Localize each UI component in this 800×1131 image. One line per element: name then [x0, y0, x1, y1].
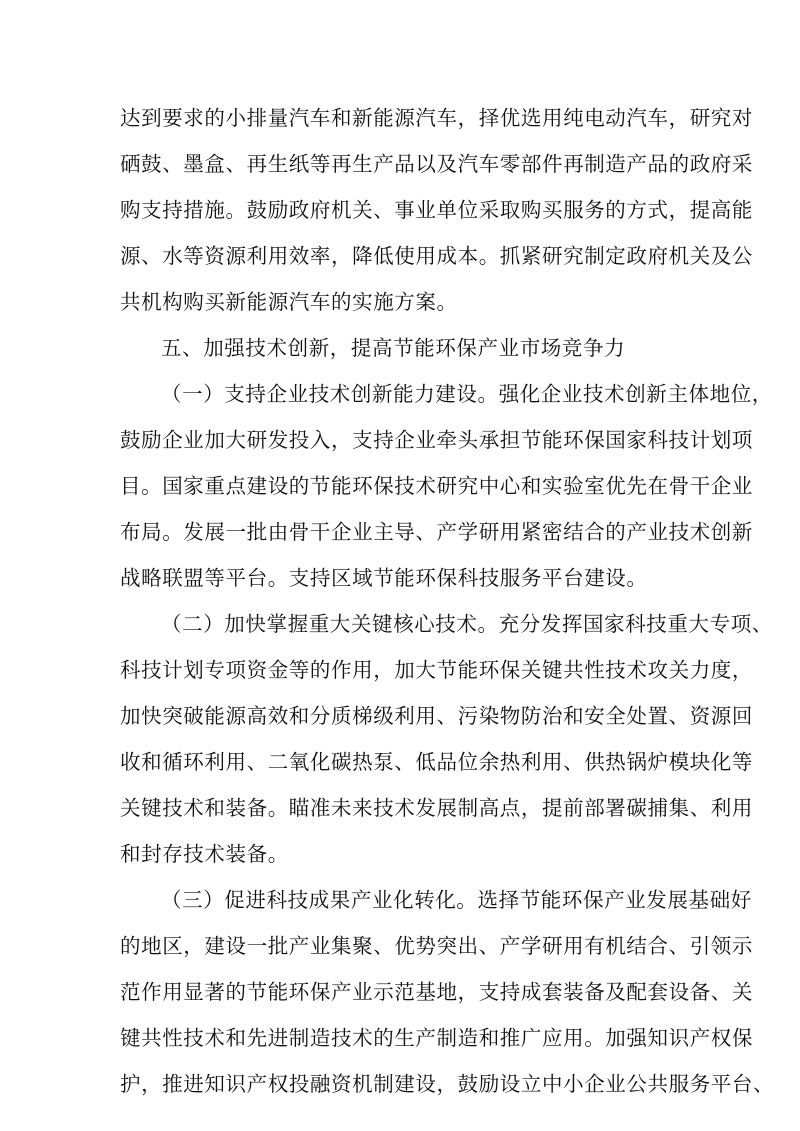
text-line: 布局。发展一批由骨干企业主导、产学研用紧密结合的产业技术创新: [120, 520, 753, 544]
text-line: 战略联盟等平台。支持区域节能环保科技服务平台建设。: [120, 566, 648, 590]
text-line: 共机构购买新能源汽车的实施方案。: [120, 290, 458, 314]
text-line: 目。国家重点建设的节能环保技术研究中心和实验室优先在骨干企业: [120, 474, 753, 498]
text-line: 源、水等资源利用效率，降低使用成本。抓紧研究制定政府机关及公: [120, 244, 753, 268]
text-line: 的地区，建设一批产业集聚、优势突出、产学研用有机结合、引领示: [120, 934, 753, 958]
text-line: 购支持措施。鼓励政府机关、事业单位采取购买服务的方式，提高能: [120, 198, 753, 222]
text-line: 范作用显著的节能环保产业示范基地，支持成套装备及配套设备、关: [120, 980, 753, 1004]
text-line: 科技计划专项资金等的作用，加大节能环保关键共性技术攻关力度，: [120, 658, 753, 682]
paragraph-line: （三）促进科技成果产业化转化。选择节能环保产业发展基础好: [161, 888, 752, 912]
text-line: 关键技术和装备。瞄准未来技术发展制高点，提前部署碳捕集、利用: [120, 796, 753, 820]
text-line: 鼓励企业加大研发投入，支持企业牵头承担节能环保国家科技计划项: [120, 428, 753, 452]
text-line: 硒鼓、墨盒、再生纸等再生产品以及汽车零部件再制造产品的政府采: [120, 152, 753, 176]
text-line: 收和循环利用、二氧化碳热泵、低品位余热利用、供热锅炉模块化等: [120, 750, 753, 774]
text-line: 加快突破能源高效和分质梯级利用、污染物防治和安全处置、资源回: [120, 704, 753, 728]
text-line: 护，推进知识产权投融资机制建设，鼓励设立中小企业公共服务平台、: [120, 1072, 775, 1096]
text-line: 键共性技术和先进制造技术的生产制造和推广应用。加强知识产权保: [120, 1026, 753, 1050]
section-heading: 五、加强技术创新，提高节能环保产业市场竞争力: [161, 336, 626, 360]
paragraph-line: （一）支持企业技术创新能力建设。强化企业技术创新主体地位，: [161, 382, 773, 406]
text-line: 达到要求的小排量汽车和新能源汽车，择优选用纯电动汽车，研究对: [120, 106, 753, 130]
text-line: 和封存技术装备。: [120, 842, 289, 866]
paragraph-line: （二）加快掌握重大关键核心技术。充分发挥国家科技重大专项、: [161, 612, 773, 636]
